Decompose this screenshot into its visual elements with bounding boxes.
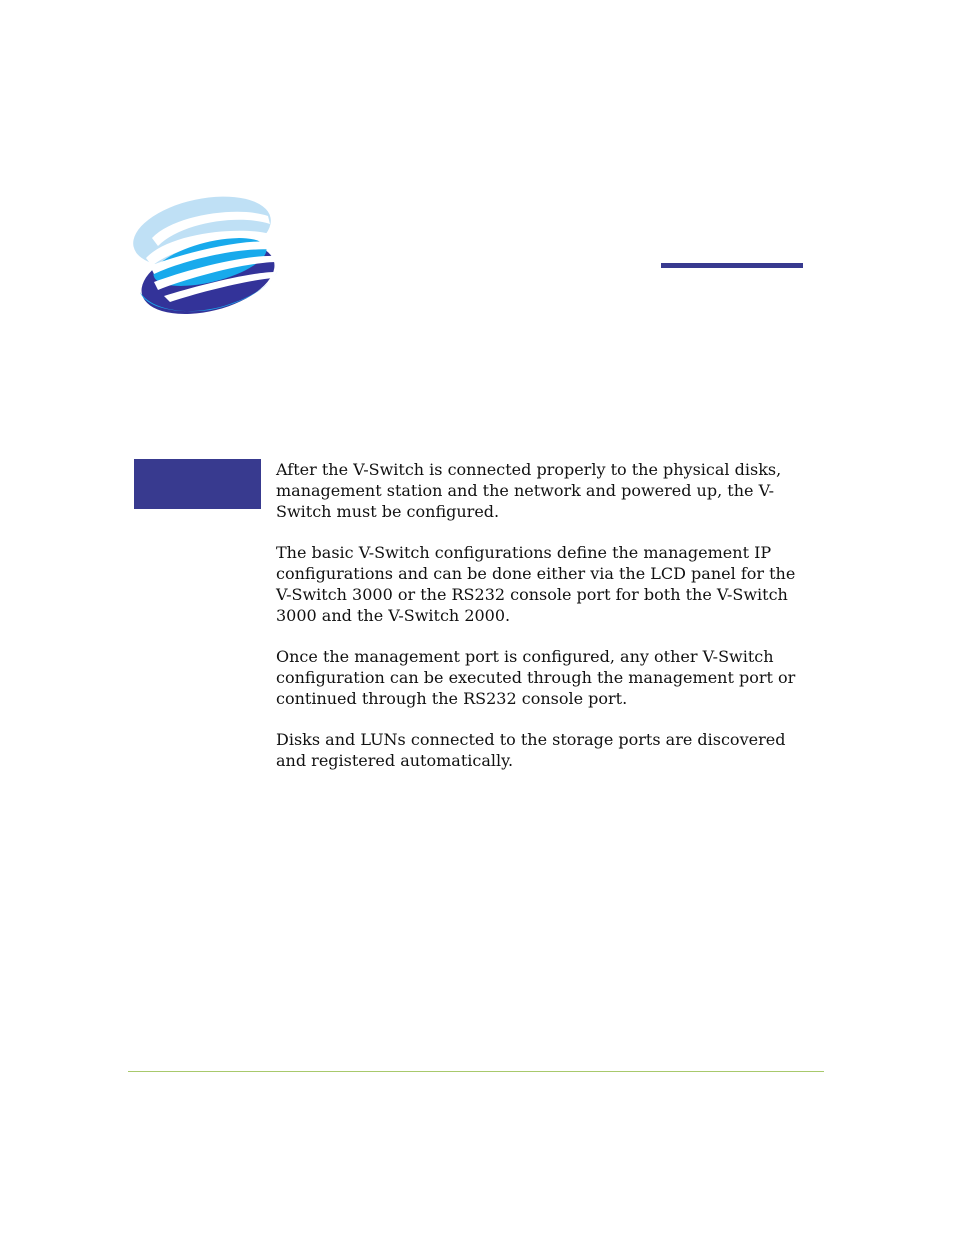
paragraph-disk-discovery: Disks and LUNs connected to the storage ports are discovered and registered automatically.: [276, 730, 786, 770]
company-logo-ellipses-icon: [130, 192, 280, 318]
paragraph-intro: After the V-Switch is connected properly to the physical disks, management station and the network and powered up, the V-Switch must be configured.: [276, 460, 782, 521]
paragraph-management-port: Once the management port is configured, any other V-Switch configuration can be executed through the management port or continued through the RS232 console port.: [276, 647, 796, 708]
footer-rule: [128, 1071, 824, 1072]
title-underline-rule: [661, 263, 803, 268]
company-logo: [130, 192, 280, 318]
paragraph-basic-config: The basic V-Switch configurations define the management IP configurations and can be done either via the LCD panel for the V-Switch 3000 or the RS232 console port for both the V-Switch 3000 and the V-Switch 2000.: [276, 543, 796, 625]
section-heading-block: [134, 459, 261, 509]
body-text: [276, 459, 796, 791]
